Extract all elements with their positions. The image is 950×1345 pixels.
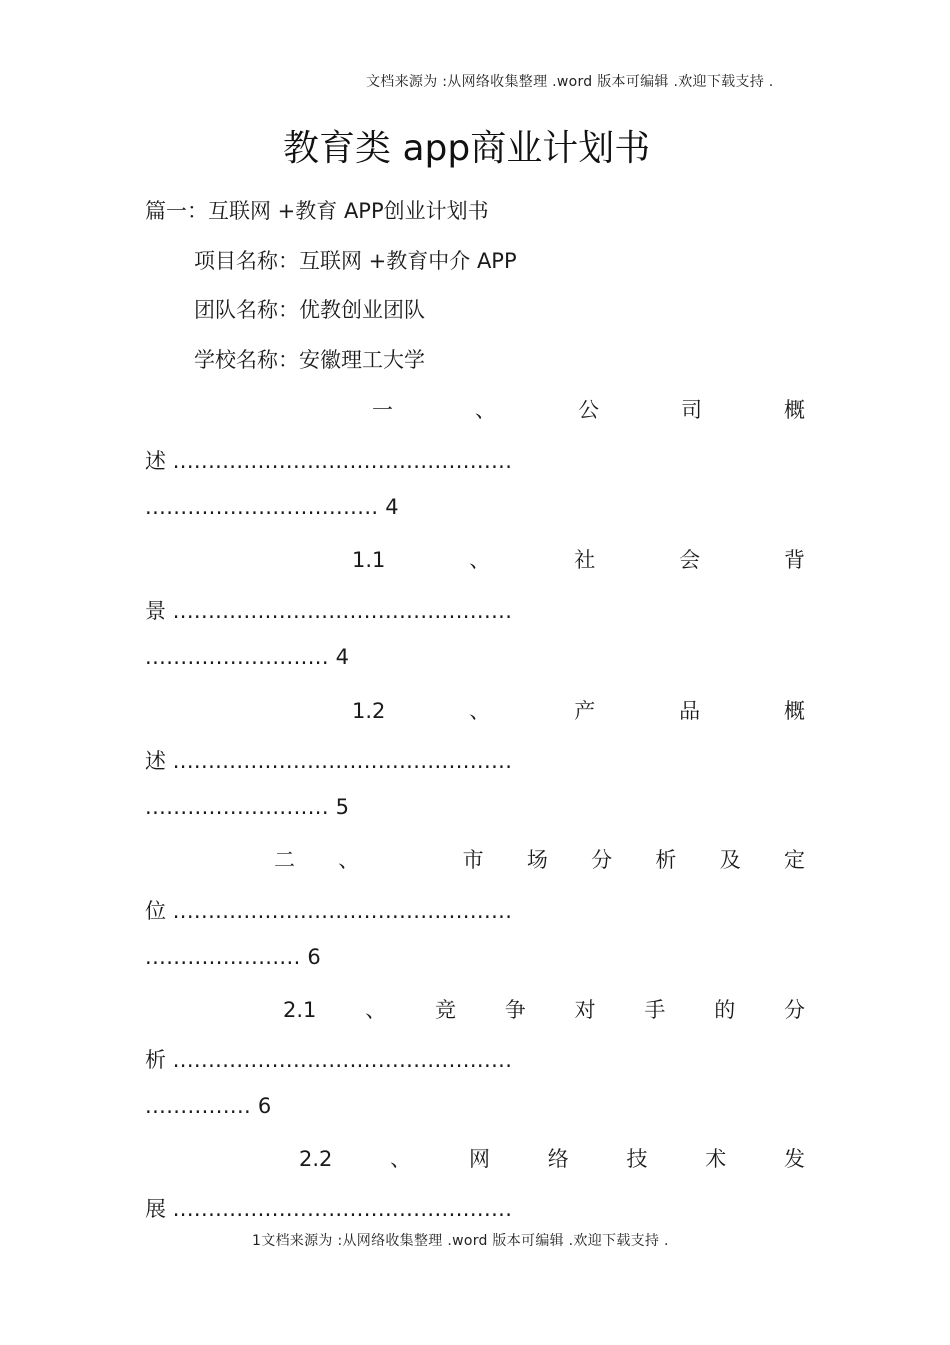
- toc-page-number: 6: [257, 1094, 272, 1118]
- team-name-line: 团队名称：优教创业团队: [194, 298, 425, 322]
- toc-entry-1-page-line: [145, 495, 399, 519]
- toc-entry-1-heading: [372, 394, 805, 424]
- toc-cont-char: 位: [145, 899, 166, 923]
- toc-heading-char: 1.2: [352, 699, 386, 723]
- toc-entry-4-heading: [274, 844, 805, 874]
- toc-heading-char: 产: [574, 699, 596, 723]
- toc-entry-6-heading: [299, 1143, 805, 1173]
- toc-dot-leader: ................................................: [172, 749, 513, 773]
- toc-heading-char: 会: [679, 548, 701, 572]
- toc-entry-2-heading: [352, 544, 805, 574]
- toc-heading-char: 、: [365, 998, 387, 1022]
- toc-heading-char: 2.1: [283, 998, 317, 1022]
- toc-cont-char: 景: [145, 599, 166, 623]
- toc-entry-3-heading: [352, 695, 805, 725]
- toc-heading-char: 概: [784, 398, 805, 422]
- footer-source-note: 1文档来源为 :从网络收集整理 .word 版本可编辑 .欢迎下载支持 .: [252, 1233, 669, 1249]
- toc-heading-char: 市: [462, 848, 484, 872]
- toc-page-number: 6: [307, 945, 321, 969]
- toc-heading-char: 公: [578, 398, 599, 422]
- project-name-line: 项目名称：互联网 +教育中介 APP: [194, 249, 517, 273]
- school-name-line: 学校名称：安徽理工大学: [194, 348, 425, 372]
- toc-page-number: 4: [335, 645, 350, 669]
- toc-heading-char: 品: [679, 699, 701, 723]
- toc-heading-char: 对: [574, 998, 596, 1022]
- toc-dot-leader: ..........................: [145, 795, 329, 819]
- toc-heading-char: 场: [526, 848, 548, 872]
- toc-heading-char: 社: [574, 548, 596, 572]
- toc-entry-4-page-line: [145, 945, 321, 969]
- toc-entry-2-cont: [145, 595, 512, 625]
- toc-heading-char: 术: [705, 1147, 727, 1171]
- section-heading: 篇一：互联网 +教育 APP创业计划书: [145, 199, 489, 223]
- toc-entry-2-page-line: [145, 645, 349, 669]
- toc-page-number: 5: [335, 795, 350, 819]
- toc-dot-leader: ................................................: [172, 449, 513, 473]
- toc-dot-leader: ................................................: [172, 899, 513, 923]
- toc-heading-char: 析: [655, 848, 677, 872]
- toc-heading-char: 定: [783, 848, 805, 872]
- toc-heading-char: 的: [714, 998, 736, 1022]
- toc-entry-5-page-line: [145, 1094, 271, 1118]
- toc-dot-leader: ...............: [145, 1094, 252, 1118]
- toc-cont-char: 析: [145, 1048, 166, 1072]
- toc-heading-char: 技: [626, 1147, 648, 1171]
- toc-heading-char: 概: [783, 699, 805, 723]
- toc-dot-leader: ................................................: [172, 599, 513, 623]
- toc-entry-1-cont: [145, 445, 512, 475]
- toc-heading-char: 及: [719, 848, 741, 872]
- header-source-note: 文档来源为 :从网络收集整理 .word 版本可编辑 .欢迎下载支持 .: [366, 74, 774, 90]
- toc-heading-char: 发: [784, 1147, 805, 1171]
- toc-entry-5-heading: [283, 994, 805, 1024]
- toc-cont-char: 述: [145, 449, 166, 473]
- toc-dot-leader: .................................: [145, 495, 379, 519]
- toc-page-number: 4: [385, 495, 399, 519]
- toc-heading-char: 争: [504, 998, 526, 1022]
- toc-entry-5-cont: [145, 1044, 512, 1074]
- document-title: 教育类 app商业计划书: [283, 128, 651, 169]
- toc-heading-char: 手: [644, 998, 666, 1022]
- toc-entry-6-cont: [145, 1193, 512, 1223]
- toc-entry-3-cont: [145, 745, 512, 775]
- toc-heading-char: 1.1: [352, 548, 386, 572]
- toc-dot-leader: ..........................: [145, 645, 329, 669]
- toc-heading-char: 一: [372, 398, 393, 422]
- toc-entry-3-page-line: [145, 795, 349, 819]
- toc-heading-char: 、: [338, 848, 360, 872]
- toc-cont-char: 述: [145, 749, 166, 773]
- toc-heading-char: 分: [591, 848, 613, 872]
- toc-heading-char: 、: [469, 548, 491, 572]
- toc-cont-char: 展: [145, 1197, 166, 1221]
- toc-dot-leader: ................................................: [172, 1048, 513, 1072]
- toc-heading-char: 分: [783, 998, 805, 1022]
- toc-dot-leader: ......................: [145, 945, 301, 969]
- toc-heading-char: 司: [681, 398, 702, 422]
- toc-heading-char: 竞: [435, 998, 456, 1022]
- toc-heading-char: 、: [475, 398, 496, 422]
- toc-heading-char: 、: [390, 1147, 412, 1171]
- toc-heading-char: 背: [783, 548, 805, 572]
- toc-dot-leader: ................................................: [172, 1197, 513, 1221]
- toc-heading-char: 2.2: [299, 1147, 333, 1171]
- toc-entry-4-cont: [145, 895, 512, 925]
- toc-heading-char: 二: [274, 848, 295, 872]
- toc-heading-char: 、: [469, 699, 491, 723]
- toc-heading-char: 网: [468, 1147, 490, 1171]
- toc-heading-char: 络: [547, 1147, 569, 1171]
